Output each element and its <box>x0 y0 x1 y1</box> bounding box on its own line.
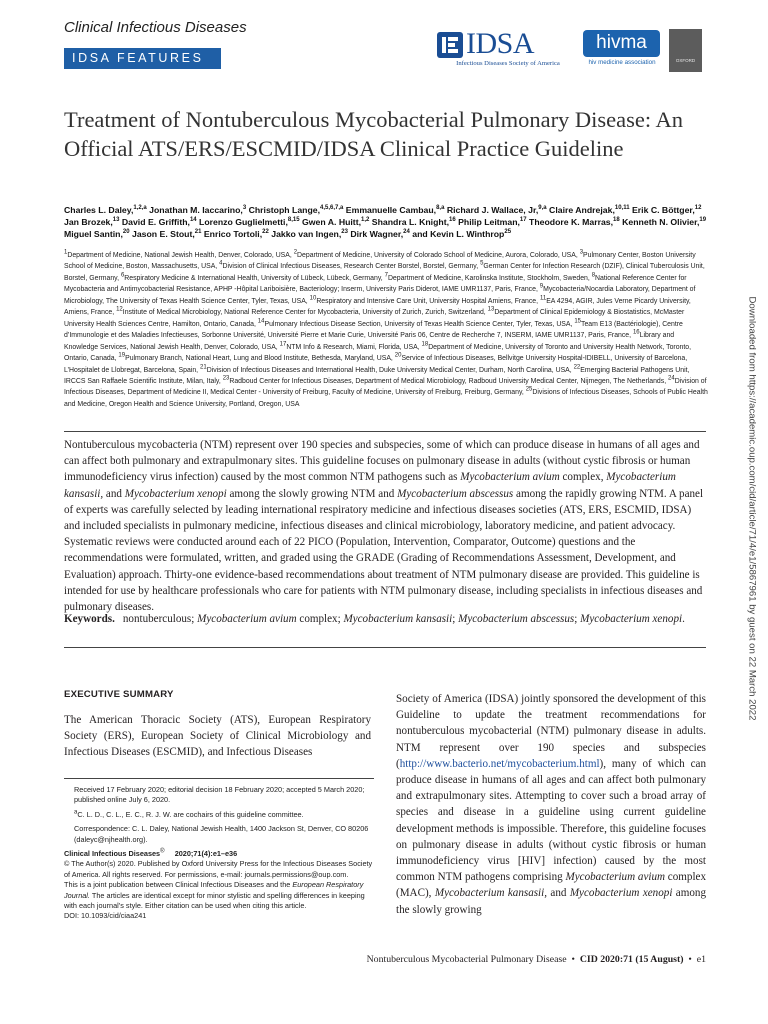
section-heading: EXECUTIVE SUMMARY <box>64 689 174 700</box>
affiliation-item: Division of Clinical Infectious Diseases, Research Center Borstel, Borstel, Germany, <box>222 263 481 271</box>
idsa-logo <box>437 27 579 70</box>
author-name: Kenneth N. Olivier,$^{19}$ <box>622 216 707 227</box>
author-name: Lorenzo Guglielmetti,$^{8,15}$ <box>199 216 300 227</box>
author-name: Shandra L. Knight,$^{16}$ <box>371 216 456 227</box>
author-name: Philip Leitman,$^{17}$ <box>458 216 527 227</box>
journal-issue: CID 2020:71 (15 August) <box>579 954 684 965</box>
page-footer: Nontuberculous Mycobacterial Pulmonary Disease • CID 2020:71 (15 August) • e1 <box>366 954 706 965</box>
affiliation-item: Divisions of Infectious Diseases, Schools of Public Health and Medicine, Oregon Health and Science University, Portland, Oregon, USA <box>64 389 708 408</box>
author-name: Claire Andrejak,$^{10,11}$ <box>549 205 630 215</box>
author-name: Richard J. Wallace, Jr,$^{9,a}$ <box>446 205 547 215</box>
doi: DOI: 10.1093/cid/ciaa241 <box>64 911 147 921</box>
affiliation-item: Emerging Bacterial Pathogens Unit, IRCCS San Raffaele Scientific Institute, Milan, Italy, <box>64 366 690 385</box>
affiliation-item: EA 4294, AGIR, Jules Verne Picardy University, Amiens, France, <box>64 297 691 317</box>
author-name: Emmanuelle Cambau,$^{8,a}$ <box>345 205 445 215</box>
journal-name: Clinical Infectious Diseases <box>64 19 247 36</box>
idsa-tagline: Infectious Diseases Society of America <box>456 60 560 67</box>
affiliation-item: Respiratory and Intensive Care Unit, University Hospital Amiens, France, <box>316 297 540 305</box>
bacterio-link[interactable]: http://www.bacterio.net/mycobacterium.html <box>399 757 600 770</box>
hivma-logo-text: hivma <box>583 30 660 57</box>
affiliation-item: Department of Medicine, National Jewish Health, Denver, Colorado, USA, <box>67 252 294 259</box>
cochairs-note: $^a$C. L. D., C. L., E. C., R. J. W. are cochairs of this guideline committee. <box>74 809 304 819</box>
running-title: Nontuberculous Mycobacterial Pulmonary Disease <box>366 954 567 965</box>
author-name: Dirk Wagner,$^{24}$ <box>350 228 410 239</box>
affiliation-item: Department of Medicine, Karolinska Institute, Stockholm, Sweden, <box>387 274 592 282</box>
affiliation-item: Pulmonary Center, Boston University School of Medicine, Boston, Massachusetts, USA, <box>64 252 696 271</box>
oxford-logo-text: OXFORD <box>675 58 696 63</box>
abstract-top-divider <box>64 431 706 432</box>
affiliation-item: Service of Infectious Diseases, Bellvitge University Hospital-IDIBELL, University of Barcelona, L’Hospitalet de Llobregat, Barcelona, Spain, <box>64 355 688 374</box>
affiliation-item: Team E13 (Bactériologie), Centre d’Immunologie et des Maladies Infectieuses, Sorbonne Université, Université Pierre et Marie Curie, Université Paris 06, Centre de Recherche 7, INSERM, IAME UMR1137, Paris, France, <box>64 320 683 340</box>
correspondence: Correspondence: C. L. Daley, National Jewish Health, 1400 Jackson St, Denver, CO 80206 (daleyc@njhealth.org). <box>74 824 369 844</box>
author-list <box>64 205 708 240</box>
author-name: Charles L. Daley,$^{1,2,a}$ <box>64 205 147 215</box>
author-name: Miguel Santin,$^{20}$ <box>64 228 130 239</box>
section-banner: IDSA FEATURES <box>64 48 221 69</box>
author-name: Jonathan M. Iaccarino,$^3$ <box>149 205 247 215</box>
affiliation-item: Pulmonary Infectious Disease Section, University of Texas Health Science Center, Tyler, Texas, USA, <box>264 320 575 328</box>
affiliation-item: Radboud Center for Infectious Diseases, Department of Medical Microbiology, Radboud University Medical Center, Nijmegen, The Netherlands, <box>229 377 669 385</box>
copyright: © The Author(s) 2020. Published by Oxford University Press for the Infectious Diseases Society of America. All rights reserved. For permissions, e-mail: journals.permissions@oup.com. <box>64 859 373 879</box>
affiliation-item: Division of Infectious Diseases, Department of Medicine II, Medical Center - University of Freiburg, Faculty of Medicine, University of Freiburg, Freiburg, Germany, <box>64 377 707 397</box>
author-name: Enrico Tortoli,$^{22}$ <box>203 228 269 239</box>
affiliation-item: Department of Medicine, University of Toronto and University Health Network, Toronto, Ontario, Canada, <box>64 343 692 363</box>
footnote-divider <box>64 778 374 779</box>
affiliation-item: Division of Infectious Diseases and International Health, Duke University Medical Center, Durham, North Carolina, USA, <box>206 366 574 374</box>
affiliation-item: NTM Info & Research, Miami, Florida, USA, <box>286 343 422 351</box>
author-name: Gwen A. Huitt,$^{1,2}$ <box>301 216 370 227</box>
affiliation-item: Library and Knowledge Services, National Jewish Health, Denver, Colorado, USA, <box>64 332 675 351</box>
affiliation-item: Respiratory Medicine & International Health, University of Lübeck, Lübeck, Germany, <box>124 274 385 282</box>
hivma-tagline: hiv medicine association <box>588 59 656 66</box>
abstract-bottom-divider <box>64 647 706 648</box>
body-left-column: The American Thoracic Society (ATS), European Respiratory Society (ERS), European Society of Clinical Microbiology and Infectious Diseases (ESCMID), and Infectious Diseases <box>64 714 371 759</box>
author-name: David E. Griffith,$^{14}$ <box>121 216 197 227</box>
idsa-emblem-icon <box>437 32 463 58</box>
author-name: Erik C. Böttger,$^{12}$ <box>631 205 702 215</box>
author-name: Jan Brozek,$^{13}$ <box>64 216 120 227</box>
idsa-logo-text: IDSA <box>466 27 535 60</box>
body-right-column: Society of America (IDSA) jointly sponsored the development of this Guideline to update the treatment recommendations for nontuberculous mycobacterial (NTM) pulmonary disease in adults. NTM represent over 190 species and subspecies (http://www.bacterio.net/mycobacterium.html), many of which can produce disease in humans of all ages and can affect both pulmonary and extrapulmonary sites. Attempting to cover such a broad array of species and disease in a guideline using current guideline development methods is impossible. Therefore, this guideline focuses on pulmonary disease in adults (without cystic fibrosis or human immunodeficiency virus [HIV] infection) caused by the most common NTM pathogens comprising Mycobacterium avium complex (MAC), Mycobacterium kansasii, and Mycobacterium xenopi among the slowly growing <box>396 693 706 916</box>
received-dates: Received 17 February 2020; editorial decision 18 February 2020; accepted 5 March 2020; published online July 6, 2020. <box>74 785 365 805</box>
author-name: Theodore K. Marras,$^{18}$ <box>529 216 620 227</box>
oxford-logo <box>669 29 702 72</box>
affiliation-item: Department of Clinical Epidemiology & Biostatistics, McMaster University Health Sciences Centre, Hamilton, Ontario, Canada, <box>64 309 685 328</box>
affiliation-item: Department of Medicine, University of Colorado School of Medicine, Aurora, Colorado, USA, <box>297 252 580 259</box>
abstract: Nontuberculous mycobacteria (NTM) represent over 190 species and subspecies, some of which can produce disease in humans of all ages and can affect both pulmonary and extrapulmonary sites. This guideline focuses on pulmonary disease in adults (without cystic fibrosis or human immunodeficiency virus infection) caused by the most common NTM pathogens such as Mycobacterium avium complex, Mycobacterium kansasii, and Mycobacterium xenopi among the slowly growing NTM and Mycobacterium abscessus among the rapidly growing NTM. A panel of experts was carefully selected by leading international respiratory medicine and infectious diseases societies (ATS, ERS, ESCMID, IDSA) and included specialists in pulmonary medicine, infectious diseases and clinical microbiology, laboratory medicine, and patient advocacy. Systematic reviews were conducted around each of 22 PICO (Population, Intervention, Comparator, Outcome) questions and the recommendations were formulated, written, and graded using the GRADE (Grading of Recommendations Assessment, Development, and Evaluation) approach. Thirty-one evidence-based recommendations about treatment of NTM pulmonary disease are provided. This guideline is intended for use by healthcare professionals who care for patients with NTM pulmonary disease, including specialists in infectious diseases and pulmonary diseases. <box>64 439 704 614</box>
author-name: and Kevin L. Winthrop$^{25}$ <box>412 228 512 239</box>
author-name: Jason E. Stout,$^{21}$ <box>132 228 202 239</box>
download-notice: Downloaded from https://academic.oup.com/cid/article/71/4/e1/5867961 by guest on 22 March 2022 <box>746 296 758 721</box>
keywords: Keywords. nontuberculous; Mycobacterium avium complex; Mycobacterium kansasii; Mycobacterium abscessus; Mycobacterium xenopi. <box>64 613 685 625</box>
affiliation-item: National Reference Center for Mycobacteria and Antimycobacterial Resistance, APHP -Hôpital Lariboisière, Bacteriology; Inserm, University Paris Diderot, IAME UMR1137, Paris, France, <box>64 274 687 294</box>
footnotes <box>64 785 374 926</box>
page-number: e1 <box>696 954 706 965</box>
article-title: Treatment of Nontuberculous Mycobacterial Pulmonary Disease: An Official ATS/ERS/ESCMID/IDSA Clinical Practice Guideline <box>64 107 684 161</box>
affiliation-item: Pulmonary Branch, National Heart, Lung and Blood Institute, Bethesda, Maryland, USA, <box>125 355 395 363</box>
author-name: Christoph Lange,$^{4,5,6,7,a}$ <box>248 205 344 215</box>
affiliation-item: German Center for Infection Research (DZIF), Clinical Tuberculosis Unit, Borstel, Germany, <box>64 263 705 282</box>
affiliations: $^1$Department of Medicine, National Jewish Health, Denver, Colorado, USA, $^2$Department of Medicine, University of Colorado School of Medicine, Aurora, Colorado, USA, $^3$Pulmonary Center, Boston University School of Medicine, Boston, Massachusetts, USA, $^4$Division of Clinical Infectious Diseases, Research Center Borstel, Borstel, Germany, $^5$German Center for Infection Research (DZIF), Clinical Tuberculosis Unit, Borstel, Germany, $^6$Respiratory Medicine & International Health, University of Lübeck, Lübeck, Germany, $^7$Department of Medicine, Karolinska Institute, Stockholm, Sweden, $^8$National Reference Center for Mycobacteria and Antimycobacterial Resistance, APHP -Hôpital Lariboisière, Bacteriology; Inserm, University Paris Diderot, IAME UMR1137, Paris, France, $^9$Mycobacteria/Nocardia Laboratory, Department of Microbiology, The University of Texas Health Science Center, Tyler, Texas, USA, $^{10}$Respiratory and Intensive Care Unit, University Hospital Amiens, France, $^{11}$EA 4294, AGIR, Jules Verne Picardy University, Amiens, France, $^{12}$Institute of Medical Microbiology, National Reference Center for Mycobacteria, University of Zurich, Zurich, Switzerland, $^{13}$Department of Clinical Epidemiology & Biostatistics, McMaster University Health Sciences Centre, Hamilton, Ontario, Canada, $^{14}$Pulmonary Infectious Disease Section, University of Texas Health Science Center, Tyler, Texas, USA, $^{15}$Team E13 (Bactériologie), Centre d’Immunologie et des Maladies Infectieuses, Sorbonne Université, Université Pierre et Marie Curie, Université Paris 06, Centre de Recherche 7, INSERM, IAME UMR1137, Paris, France, $^{16}$Library and Knowledge Services, National Jewish Health, Denver, Colorado, USA, $^{17}$NTM Info & Research, Miami, Florida, USA, $^{18}$Department of Medicine, University of Toronto and University Health Network, Toronto, Ontario, Canada, $^{19}$Pulmonary Branch, National Heart, Lung and Blood Institute, Bethesda, Maryland, USA, $^{20}$Service of Infectious Diseases, Bellvitge University Hospital-IDIBELL, University of Barcelona, L’Hospitalet de Llobregat, Barcelona, Spain, $^{21}$Division of Infectious Diseases and International Health, Duke University Medical Center, Durham, North Carolina, USA, $^{22}$Emerging Bacterial Pathogens Unit, IRCCS San Raffaele Scientific Institute, Milan, Italy, $^{23}$Radboud Center for Infectious Diseases, Department of Medical Microbiology, Radboud University Medical Center, Nijmegen, The Netherlands, $^{24}$Division of Infectious Diseases, Department of Medicine II, Medical Center - University of Freiburg, Faculty of Medicine, University of Freiburg, Freiburg, Germany, $^{25}$Divisions of Infectious Diseases, Schools of Public Health and Medicine, Oregon Health and Science University, Portland, Oregon, USA <box>64 249 708 408</box>
hivma-logo <box>583 30 661 70</box>
affiliation-item: Mycobacteria/Nocardia Laboratory, Department of Microbiology, The University of Texas Health Science Center, Tyler, Texas, USA, <box>64 286 696 305</box>
keywords-label: Keywords. <box>64 613 115 625</box>
author-name: Jakko van Ingen,$^{23}$ <box>271 228 348 239</box>
citation-line: Clinical Infectious Diseases® 2020;71(4):e1–e36 © The Author(s) 2020. Published by Oxford University Press for the Infectious Diseases Society of America. All rights reserved. For permissions, e-mail: journals.permissions@oup.com. This is a joint publication between Clinical Infectious Diseases and the European Respiratory Journal. The articles are identical except for minor stylistic and spelling differences in keeping with each journal’s style. Either citation can be used when citing this article. DOI: 10.1093/cid/ciaa241 <box>64 848 373 921</box>
affiliation-item: Institute of Medical Microbiology, National Reference Center for Mycobacteria, University of Zurich, Zurich, Switzerland, <box>122 309 488 317</box>
